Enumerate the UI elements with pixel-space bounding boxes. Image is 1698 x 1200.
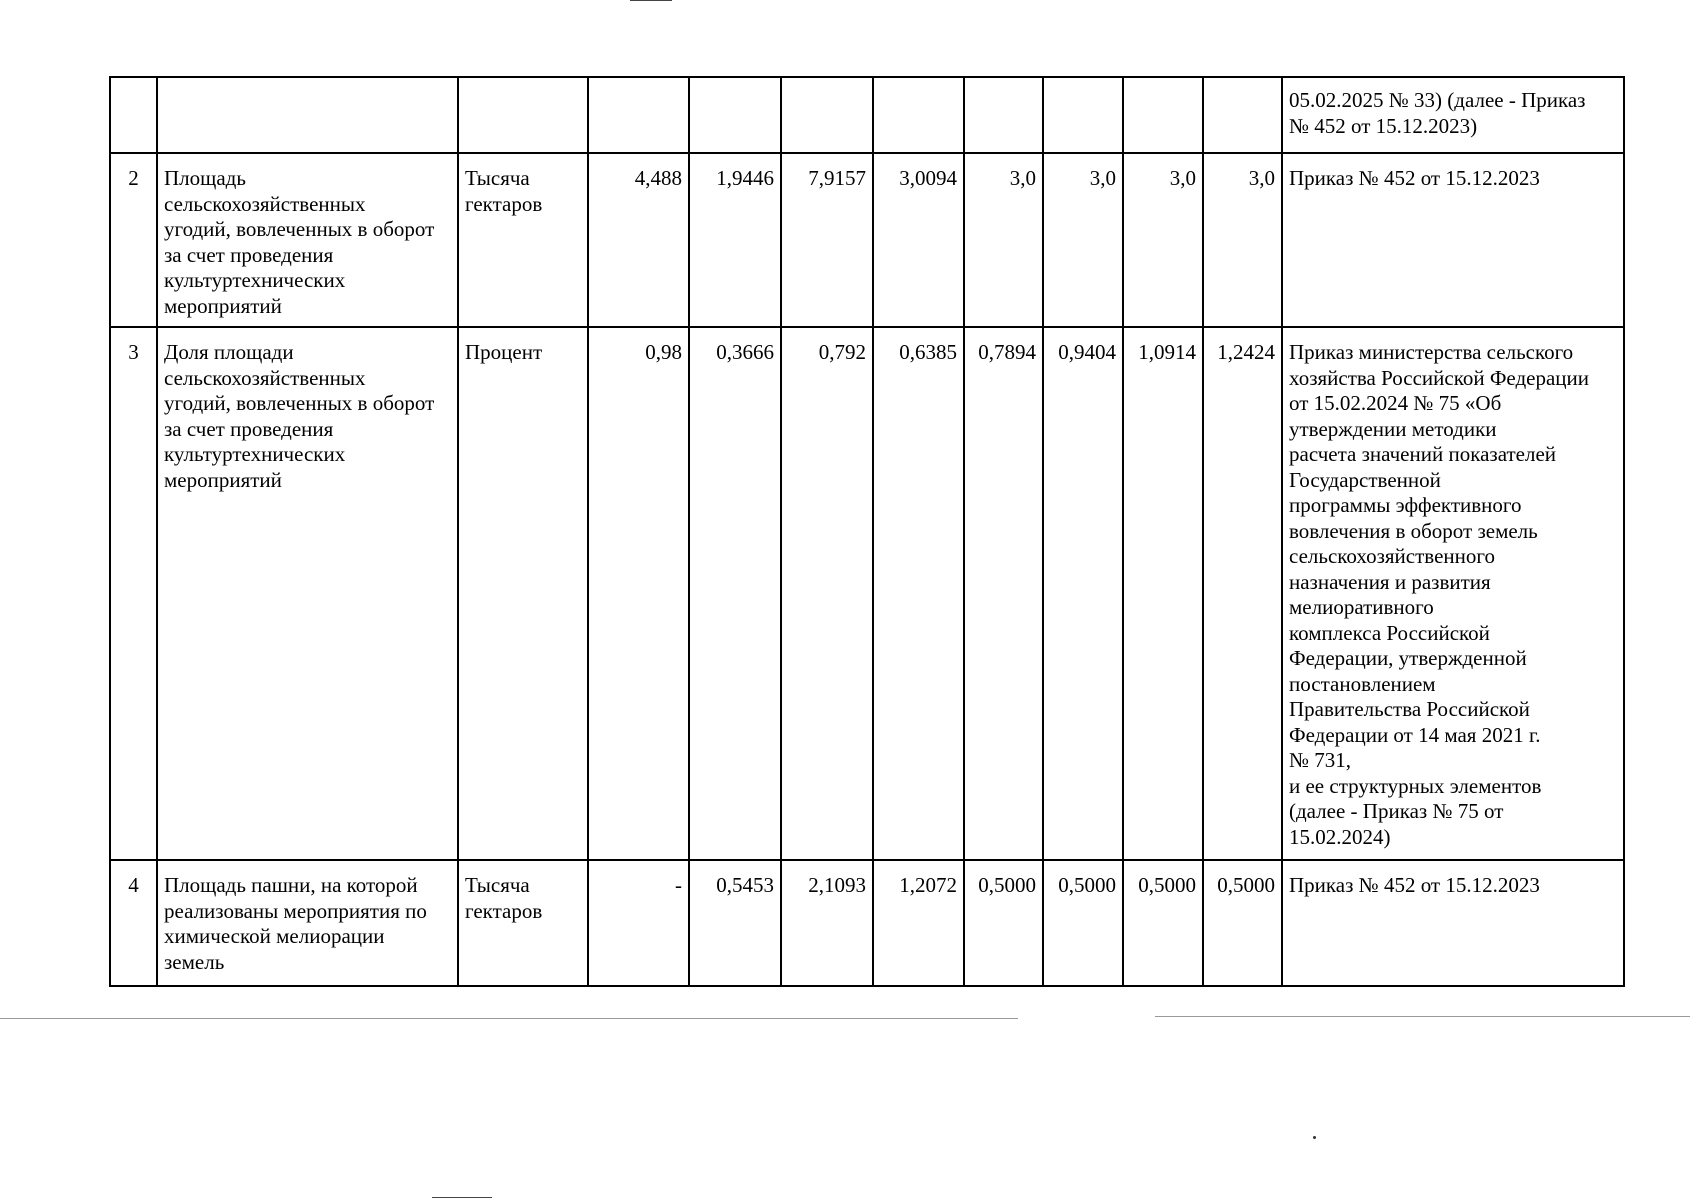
value-cell: 1,2424 [1203, 327, 1282, 860]
source-line: 05.02.2025 № 33) (далее - Приказ [1289, 88, 1586, 112]
indicator-name [157, 153, 458, 327]
value-cell: 2,1093 [781, 860, 873, 986]
source-line: № 731, [1289, 748, 1352, 772]
indicator-name-line: химической мелиорации [164, 924, 385, 948]
value-cell: 3,0 [964, 153, 1043, 327]
table-row [110, 327, 1624, 860]
value-cell [873, 77, 964, 153]
row-number [110, 77, 157, 153]
source-line: (далее - Приказ № 75 от [1289, 799, 1504, 823]
value-cell [588, 77, 689, 153]
source-line: Федерации от 14 мая 2021 г. [1289, 722, 1541, 747]
value-cell: 0,5000 [1043, 860, 1123, 986]
value-cell: 0,6385 [873, 327, 964, 860]
source-document [1282, 327, 1624, 860]
value-cell: 0,7894 [964, 327, 1043, 860]
indicator-name [157, 327, 458, 860]
indicator-name [157, 860, 458, 986]
source-document [1282, 153, 1624, 327]
table-row [110, 77, 1624, 153]
value-cell: 3,0094 [873, 153, 964, 327]
indicator-name-line: культуртехнических [164, 442, 346, 466]
unit-line: гектаров [465, 898, 543, 923]
table-row [110, 153, 1624, 327]
row-number: 3 [110, 327, 157, 860]
value-cell: 0,792 [781, 327, 873, 860]
indicator-name-line: угодий, вовлеченных в оборот [164, 217, 435, 241]
source-line: и ее структурных элементов [1289, 773, 1542, 798]
scan-artifact-bottom-left [0, 1018, 1018, 1019]
unit-of-measure [458, 860, 588, 986]
value-cell: 3,0 [1123, 153, 1203, 327]
value-cell: 1,2072 [873, 860, 964, 986]
indicator-name-line: культуртехнических [164, 268, 346, 292]
indicator-name-line: за счет проведения [164, 242, 334, 267]
value-cell [964, 77, 1043, 153]
value-cell: 0,98 [588, 327, 689, 860]
scan-artifact-bottom-right [1155, 1016, 1690, 1017]
scan-speck [1313, 1136, 1316, 1139]
source-document [1282, 860, 1624, 986]
source-line: Приказ № 452 от 15.12.2023 [1289, 873, 1540, 897]
value-cell [781, 77, 873, 153]
value-cell: 1,9446 [689, 153, 781, 327]
unit-of-measure [458, 153, 588, 327]
source-line: Приказ № 452 от 15.12.2023 [1289, 166, 1540, 190]
source-line: комплекса Российской [1289, 620, 1490, 645]
source-line: мелиоративного [1289, 595, 1434, 619]
table-row [110, 860, 1624, 986]
value-cell [1043, 77, 1123, 153]
value-cell: 0,5000 [1203, 860, 1282, 986]
value-cell: - [588, 860, 689, 986]
source-document [1282, 77, 1624, 153]
source-line: сельскохозяйственного [1289, 544, 1495, 568]
scan-artifact-foot [432, 1197, 492, 1198]
source-line: Приказ министерства сельского [1289, 340, 1574, 364]
unit-line: Тысяча [465, 873, 530, 897]
source-line: № 452 от 15.12.2023) [1289, 113, 1478, 138]
source-line: Федерации, утвержденной [1289, 646, 1527, 670]
indicator-name-line: мероприятий [164, 293, 282, 318]
value-cell: 0,9404 [1043, 327, 1123, 860]
source-line: постановлением [1289, 671, 1436, 696]
indicator-name-line: за счет проведения [164, 416, 334, 441]
value-cell: 3,0 [1203, 153, 1282, 327]
source-line: расчета значений показателей [1289, 442, 1557, 466]
indicator-name-line: Доля площади [164, 340, 294, 364]
source-line: программы эффективного [1289, 493, 1522, 517]
unit-of-measure [458, 77, 588, 153]
value-cell: 3,0 [1043, 153, 1123, 327]
indicator-name-line: Площадь пашни, на которой [164, 873, 418, 897]
value-cell: 0,5000 [1123, 860, 1203, 986]
value-cell: 0,3666 [689, 327, 781, 860]
source-line: назначения и развития [1289, 569, 1491, 594]
indicator-name-line: мероприятий [164, 467, 282, 492]
indicator-table [109, 76, 1625, 987]
value-cell: 7,9157 [781, 153, 873, 327]
value-cell: 4,488 [588, 153, 689, 327]
source-line: 15.02.2024) [1289, 824, 1391, 849]
indicator-name-line: Площадь [164, 166, 246, 190]
value-cell [1123, 77, 1203, 153]
source-line: Государственной [1289, 467, 1441, 492]
value-cell: 0,5453 [689, 860, 781, 986]
source-line: от 15.02.2024 № 75 «Об [1289, 391, 1502, 415]
value-cell: 1,0914 [1123, 327, 1203, 860]
row-number: 4 [110, 860, 157, 986]
indicator-name-line: угодий, вовлеченных в оборот [164, 391, 435, 415]
indicator-name-line: земель [164, 949, 225, 974]
value-cell [1203, 77, 1282, 153]
unit-line: Тысяча [465, 166, 530, 190]
indicator-name-line: сельскохозяйственных [164, 365, 366, 390]
source-line: вовлечения в оборот земель [1289, 518, 1538, 543]
indicator-name-line: реализованы мероприятия по [164, 898, 427, 923]
source-line: утверждении методики [1289, 416, 1497, 441]
scan-artifact-top [630, 0, 672, 1]
unit-line: гектаров [465, 191, 543, 216]
unit-of-measure [458, 327, 588, 860]
indicator-name [157, 77, 458, 153]
value-cell: 0,5000 [964, 860, 1043, 986]
source-line: хозяйства Российской Федерации [1289, 365, 1590, 390]
table-body [110, 77, 1624, 986]
unit-line: Процент [465, 340, 543, 364]
row-number: 2 [110, 153, 157, 327]
indicator-name-line: сельскохозяйственных [164, 191, 366, 216]
value-cell [689, 77, 781, 153]
source-line: Правительства Российской [1289, 697, 1530, 721]
